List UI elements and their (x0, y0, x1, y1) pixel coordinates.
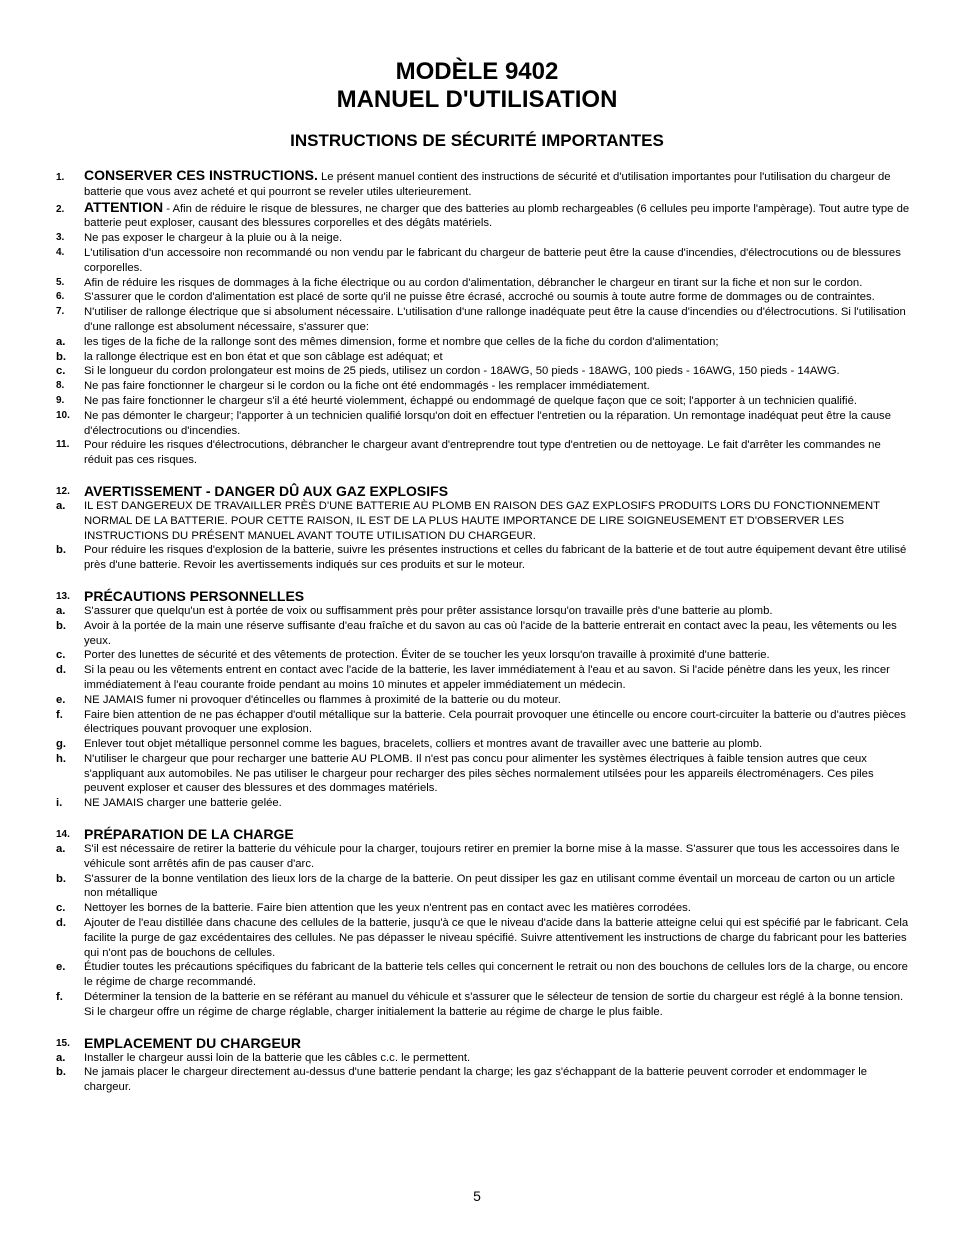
instruction-item (56, 168, 912, 200)
instruction-item (56, 438, 912, 468)
sub-list-item (56, 737, 912, 752)
item-text: S'assurer que le cordon d'alimentation est placé de sorte qu'il ne puisse être écrasé, accroché ou soumis à toute autre forme de dommages ou de contraintes. (84, 291, 875, 304)
instruction-item (56, 200, 912, 232)
sub-item-text: Ajouter de l'eau distillée dans chacune des cellules de la batterie, jusqu'à ce que le niveau d'acide dans la batterie atteigne celui qui est spécifié par le fabricant. Cela facilite la purge de gaz excédentaires des cellules. Ne pas dépasser le niveau spécifié. Suivre attentivement les instructions de charge du fabricant pour les batteries qui n'ont pas de bouchons de cellules. (84, 917, 909, 959)
safety-heading: INSTRUCTIONS DE SÉCURITÉ IMPORTANTES (290, 131, 664, 150)
item-number: 3. (56, 232, 65, 244)
sub-list-item (56, 796, 912, 811)
sub-item-text: Porter des lunettes de sécurité et des vêtements de protection. Éviter de se toucher les yeux lorsqu'on travaille à proximité d'une batterie. (84, 649, 770, 662)
item-number: 4. (56, 246, 65, 258)
instruction-item (56, 379, 912, 394)
sub-item-text: NE JAMAIS charger une batterie gelée. (84, 797, 282, 810)
item-number: 7. (56, 306, 65, 318)
sub-item-text: Enlever tout objet métallique personnel comme les bagues, bracelets, colliers et montres avant de travailler avec une batterie au plomb. (84, 738, 763, 751)
sub-item-letter: a. (56, 843, 66, 856)
item-number: 9. (56, 394, 65, 406)
instruction-item (56, 305, 912, 335)
section-item (56, 1035, 912, 1051)
sub-item-letter: c. (56, 649, 66, 662)
item-heading: CONSERVER CES INSTRUCTIONS. (84, 167, 318, 183)
sub-item-text: IL EST DANGEREUX DE TRAVAILLER PRÈS D'UNE BATTERIE AU PLOMB EN RAISON DES GAZ EXPLOSIFS PRODUITS LORS DU FONCTIONNEMENT NORMAL DE LA BATTERIE. POUR CETTE RAISON, IL EST DE LA PLUS HAUTE IMPORTANCE DE LIRE SOIGNEUSEMENT ET D'OBSERVER LES INSTRUCTIONS DU PRÉSENT MANUEL AVANT TOUTE UTILISATION DU CHARGEUR. (84, 499, 880, 542)
sub-list-item (56, 693, 912, 708)
item-text: Le présent manuel contient des instructions de sécurité et d'utilisation importantes pour l'utilisation du chargeur de batterie que vous avez acheté et qui pourront se reveler utiles ulterieurement. (84, 171, 891, 198)
sub-item-letter: b. (56, 1066, 67, 1079)
item-number: 5. (56, 276, 65, 288)
item-number: 1. (56, 172, 65, 183)
item-text: Ne pas démonter le chargeur; l'apporter à un technicien qualifié lorsqu'on doit en effectuer l'entretien ou la réparation. Un remontage inadéquat peut être la cause d'électrocutions ou d'incendies. (84, 409, 891, 437)
instructions-list (56, 168, 912, 1095)
item-number: 2. (56, 203, 65, 215)
sub-item-letter: d. (56, 664, 67, 677)
sub-list-item (56, 604, 912, 619)
section-item (56, 826, 912, 842)
section-number: 12. (56, 485, 70, 497)
section-item (56, 588, 912, 604)
sub-list-item (56, 335, 912, 350)
section-heading: AVERTISSEMENT - DANGER DÛ AUX GAZ EXPLOSIFS (84, 482, 449, 499)
sub-list-item (56, 872, 912, 902)
sub-item-letter: h. (56, 752, 67, 765)
section-number: 15. (56, 1037, 70, 1049)
section-heading: EMPLACEMENT DU CHARGEUR (84, 1034, 301, 1051)
page-number: 5 (473, 1188, 481, 1204)
sub-list-item (56, 364, 912, 379)
sub-item-text: S'il est nécessaire de retirer la batterie du véhicule pour la charger, toujours retirer en premier la borne mise à la masse. S'assurer que tous les accessoires dans le véhicule sont arrêtés afin de pas causer d'arc. (84, 843, 900, 870)
sub-list-item (56, 708, 912, 738)
item-text: - Afin de réduire le risque de blessures, ne charger que des batteries au plomb rechargeables (6 cellules peu importe l'ampèrage). Tout autre type de batterie peut exploser, causant des blessures corporelles et des dégâts matériels. (84, 202, 910, 230)
sub-item-letter: b. (56, 619, 67, 632)
sub-item-letter: b. (56, 544, 67, 557)
sub-item-letter: b. (56, 872, 67, 885)
sub-list-item (56, 842, 912, 872)
sub-list-item (56, 619, 912, 649)
instruction-item (56, 394, 912, 409)
sub-item-text: Si la peau ou les vêtements entrent en contact avec l'acide de la batterie, les laver immédiatement à l'eau et au savon. Si l'acide pénètre dans les yeux, les rincer immédiatement à l'eau courante froide pendant au moins 10 minutes et appeler immédiatement un médecin. (84, 664, 890, 691)
section-heading: PRÉPARATION DE LA CHARGE (84, 826, 294, 843)
item-text: Ne pas faire fonctionner le chargeur s'il a été heurté violemment, échappé ou endommagé de quelque façon que ce soit; l'apporter à un technicien qualifié. (84, 394, 857, 407)
sub-item-text: S'assurer de la bonne ventilation des lieux lors de la charge de la batterie. On peut dissiper les gaz en utilisant comme éventail un morceau de carton ou un article non métallique (84, 872, 895, 900)
section-heading: PRÉCAUTIONS PERSONNELLES (84, 587, 305, 604)
title-manual: MANUEL D'UTILISATION (336, 86, 618, 113)
section-number: 14. (56, 829, 70, 841)
sub-item-text: Nettoyer les bornes de la batterie. Faire bien attention que les yeux n'entrent pas en contact avec les matières corrodées. (84, 902, 691, 915)
sub-list-item (56, 543, 912, 573)
sub-item-text: Étudier toutes les précautions spécifiques du fabricant de la batterie tels celles qui concernent le retrait ou non des bouchons de cellules lors de la charge, ou encore le régime de charge recommandé. (84, 961, 908, 989)
sub-item-text: Ne jamais placer le chargeur directement au-dessus d'une batterie pendant la charge; les gaz s'échappant de la batterie peuvent corroder et endommager le chargeur. (84, 1066, 868, 1094)
sub-item-letter: b. (56, 350, 67, 363)
sub-item-text: S'assurer que quelqu'un est à portée de voix ou suffisamment près pour prêter assistance lorsqu'on travaille près d'une batterie au plomb. (84, 604, 773, 617)
sub-item-letter: c. (56, 902, 66, 915)
sub-item-text: les tiges de la fiche de la rallonge sont des mêmes dimension, forme et nombre que celles de la fiche du cordon d'alimentation; (84, 335, 719, 348)
sub-list-item (56, 916, 912, 960)
instruction-item (56, 409, 912, 439)
instruction-item (56, 290, 912, 305)
sub-item-letter: d. (56, 917, 67, 930)
sub-item-letter: a. (56, 499, 66, 512)
item-heading: ATTENTION (84, 198, 164, 215)
sub-list-item (56, 1051, 912, 1066)
sub-item-text: Avoir à la portée de la main une réserve suffisante d'eau fraîche et du savon au cas où l'acide de la batterie entrerait en contact avec la peau, les vêtements ou les yeux. (84, 619, 897, 647)
sub-list-item (56, 350, 912, 365)
sub-item-text: N'utiliser le chargeur que pour recharger une batterie AU PLOMB. Il n'est pas concu pour alimenter les systèmes électriques à faible tension autres que ceux s'appliquant aux automobiles. Ne pas utiliser le chargeur pour recharger des piles sèches normalement utilsées pour les appareils électroménagers. Ces piles peuvent exploser et causer des blessures et des dommages matériels. (84, 752, 874, 795)
sub-item-text: Faire bien attention de ne pas échapper d'outil métallique sur la batterie. Cela pourrait provoquer une étincelle ou encore court-circuiter la batterie ou d'autres pièces électriques pouvant provoquer une explosion. (84, 708, 906, 736)
sub-list-item (56, 663, 912, 693)
sub-item-letter: g. (56, 738, 67, 751)
sub-item-letter: e. (56, 961, 66, 974)
item-number: 6. (56, 291, 65, 303)
sub-list-item (56, 499, 912, 543)
item-text: Afin de réduire les risques de dommages à la fiche électrique ou au cordon d'alimentation, débrancher le chargeur en tirant sur la fiche et non sur le cordon. (84, 276, 863, 289)
section-item (56, 483, 912, 499)
sub-list-item (56, 960, 912, 990)
sub-list-item (56, 1065, 912, 1095)
sub-item-letter: a. (56, 335, 66, 348)
sub-list-item (56, 990, 912, 1020)
sub-list-item (56, 752, 912, 796)
item-number: 11. (56, 439, 70, 451)
item-number: 10. (56, 409, 70, 421)
sub-item-text: Installer le chargeur aussi loin de la batterie que les câbles c.c. le permettent. (84, 1051, 471, 1064)
sub-list-item (56, 901, 912, 916)
item-text: L'utilisation d'un accessoire non recommandé ou non vendu par le fabricant du chargeur de batterie peut être la cause d'incendies, d'électrocutions ou de blessures corporelles. (84, 246, 901, 274)
sub-item-letter: i. (56, 797, 63, 810)
instruction-item (56, 276, 912, 291)
sub-item-letter: f. (56, 991, 63, 1004)
sub-item-letter: c. (56, 365, 66, 378)
item-text: N'utiliser de rallonge électrique que si absolument nécessaire. L'utilisation d'une rallonge inadéquate peut être la cause d'incendies ou d'électrocutions. Si l'utilisation d'une rallonge est absolument nécessaire, s'assurer que: (84, 306, 906, 333)
sub-item-letter: a. (56, 604, 66, 617)
sub-item-text: Si le longueur du cordon prolongateur est moins de 25 pieds, utilisez un cordon - 18AWG, 50 pieds - 18AWG, 100 pieds - 16AWG, 150 pieds - 14AWG. (84, 365, 840, 378)
sub-item-letter: f. (56, 708, 63, 721)
item-number: 8. (56, 380, 65, 392)
sub-item-letter: e. (56, 693, 66, 706)
instruction-item (56, 246, 912, 276)
sub-item-text: Déterminer la tension de la batterie en se référant au manuel du véhicule et s'assurer que le sélecteur de tension de sortie du chargeur est réglé à la bonne tension. Si le chargeur offre un régime de charge réglable, charger initialement la batterie au régime de charge le plus faible. (84, 991, 904, 1018)
item-text: Ne pas exposer le chargeur à la pluie ou à la neige. (84, 232, 343, 245)
sub-item-text: Pour réduire les risques d'explosion de la batterie, suivre les présentes instructions et celles du fabricant de la batterie et de tout autre équipement devant être utilisé près d'une batterie. Revoir les avertissements indiqués sur ces produits et sur le moteur. (84, 544, 907, 572)
item-text: Pour réduire les risques d'électrocutions, débrancher le chargeur avant d'entreprendre tout type d'entretien ou de nettoyage. Le fait d'arrêter les commandes ne réduit pas ces risques. (84, 439, 881, 467)
section-number: 13. (56, 590, 70, 602)
sub-list-item (56, 648, 912, 663)
item-text: Ne pas faire fonctionner le chargeur si le cordon ou la fiche ont été endommagés - les remplacer immédiatement. (84, 380, 650, 393)
sub-item-letter: a. (56, 1051, 66, 1064)
sub-item-text: la rallonge électrique est en bon état et que son câblage est adéquat; et (84, 350, 443, 363)
sub-item-text: NE JAMAIS fumer ni provoquer d'étincelles ou flammes à proximité de la batterie ou du moteur. (84, 693, 561, 706)
title-model: MODÈLE 9402 (395, 58, 559, 85)
instruction-item (56, 231, 912, 246)
